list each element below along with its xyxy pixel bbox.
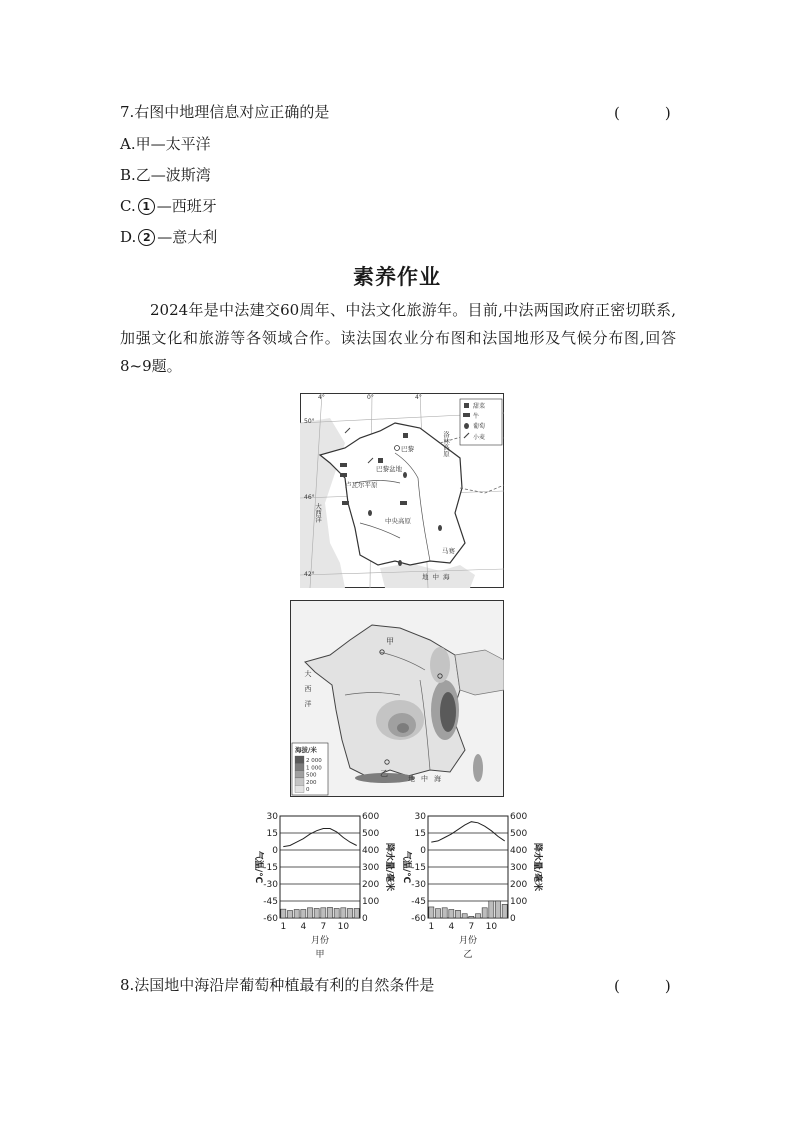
precipitation-bar [469,916,474,918]
chart-title: 甲 [315,950,325,960]
month-tick-label: 1 [280,922,287,932]
precipitation-bar [455,910,460,918]
precipitation-bar [301,910,306,919]
precip-tick-label: 0 [362,914,368,924]
month-tick-label: 1 [428,922,435,932]
option-c-prefix: C. [120,197,136,215]
month-tick-label: 10 [337,922,350,932]
q7-answer-paren: ( ) [614,104,671,122]
x-axis-label: 月份 [458,936,478,946]
temp-tick-label: -30 [263,880,278,890]
cattle-icon [342,501,349,505]
section-title: 素养作业 [353,265,441,289]
temp-tick-label: 30 [266,812,278,822]
temp-tick-label: -45 [411,897,426,907]
precip-tick-label: 0 [510,914,516,924]
precip-tick-label: 600 [362,812,380,822]
lon-label: 4° [415,394,422,401]
sugar-beet-icon [403,433,408,438]
precipitation-bar [482,908,487,918]
precipitation-bar [334,908,339,918]
precip-tick-label: 500 [362,829,380,839]
legend-label: 葡萄 [473,423,486,430]
precipitation-bar [354,908,359,918]
location-jia-label: 甲 [386,637,394,646]
precipitation-bar [449,910,454,919]
month-tick-label: 7 [468,922,475,932]
month-tick-label: 4 [300,922,307,932]
sea-label: 地中海 [422,573,454,581]
precipitation-bar [429,907,434,918]
place-label: 巴黎盆地 [376,465,402,473]
legend-label: 甜菜 [473,403,486,410]
location-yi-label: 乙 [380,769,388,778]
cattle-icon [340,473,347,477]
lon-label: 4° [318,394,325,401]
temp-tick-label: -45 [263,897,278,907]
precip-axis-label: 降水量/毫米 [384,842,394,892]
temp-tick-label: -15 [411,863,426,873]
precipitation-bar [435,909,440,918]
precipitation-bar [502,904,507,918]
grape-icon [398,560,402,566]
temp-tick-label: 15 [414,829,426,839]
x-axis-label: 月份 [310,936,330,946]
grape-icon [403,472,407,478]
temp-tick-label: 30 [414,812,426,822]
precip-tick-label: 200 [362,880,380,890]
precipitation-bar [321,908,326,918]
precip-tick-label: 300 [362,863,380,873]
elevation-swatch [295,778,304,785]
precip-tick-label: 600 [510,812,528,822]
precipitation-bar [287,911,292,918]
precipitation-bar [294,910,299,919]
temp-axis-label: 气温/℃ [401,850,411,884]
option-d-prefix: D. [120,228,137,246]
place-label: 洛林高原 [442,431,450,457]
option-d-text: —意大利 [157,228,218,246]
precip-tick-label: 400 [510,846,528,856]
temp-tick-label: -60 [263,914,278,924]
q7-stem: 7.右图中地理信息对应正确的是 [120,103,330,121]
elevation-legend-value: 1 000 [306,765,322,772]
cattle-icon [400,501,407,505]
precip-axis-label: 降水量/毫米 [532,842,542,892]
elevation-swatch [295,756,304,763]
precipitation-bar [281,909,286,918]
place-label: 中央高原 [385,517,411,525]
lat-label: 50° [304,418,315,425]
temp-tick-label: 0 [272,846,278,856]
precipitation-bar [489,901,494,918]
q7-option-a: A.甲—太平洋 [120,135,211,153]
cattle-icon [340,463,347,467]
sea-label: 大西洋 [304,670,312,715]
q7-option-d [120,227,217,247]
legend-label: 小麦 [473,434,486,441]
precipitation-bar [495,901,500,918]
month-tick-label: 10 [485,922,498,932]
temp-tick-label: -15 [263,863,278,873]
elevation-swatch [295,771,304,778]
month-tick-label: 7 [320,922,327,932]
temperature-line [283,829,356,847]
lon-label: 0° [367,394,374,401]
precipitation-bar [314,908,319,918]
circled-number-2: 2 [138,229,155,246]
sugar-beet-icon [378,458,383,463]
elevation-legend-value: 500 [306,772,317,779]
terrain-map [290,600,504,797]
q8-answer-paren: ( ) [614,977,671,995]
temp-tick-label: 0 [420,846,426,856]
place-label: 卢瓦尔平原 [345,481,378,489]
precipitation-bar [307,908,312,918]
lat-label: 46° [304,494,315,501]
precip-tick-label: 500 [510,829,528,839]
circled-number-1: 1 [138,198,155,215]
precipitation-bar [442,908,447,918]
precip-tick-label: 100 [510,897,528,907]
precipitation-bar [462,914,467,918]
temperature-line [431,822,504,842]
intro-paragraph: 2024年是中法建交60周年、中法文化旅游年。目前,中法两国政府正密切联系,加强文化和旅游等各领域合作。读法国农业分布图和法国地形及气候分布图,回答8~9题。 [120,301,676,375]
precip-tick-label: 200 [510,880,528,890]
climate-chart-jia [250,808,400,960]
option-c-text: —西班牙 [156,197,217,215]
sea-label: 大西洋 [314,503,322,523]
temp-axis-label: 气温/℃ [253,850,263,884]
temp-tick-label: 15 [266,829,278,839]
elevation-legend-value: 200 [306,779,317,786]
sea-label: 地中海 [408,775,447,783]
q7-option-c [120,196,217,216]
temp-tick-label: -30 [411,880,426,890]
precipitation-bar [341,908,346,918]
grape-icon [464,423,469,429]
elevation-swatch [295,763,304,770]
legend-label: 牛 [473,413,480,420]
temp-tick-label: -60 [411,914,426,924]
elevation-legend-value: 2 000 [306,758,322,764]
month-tick-label: 4 [448,922,455,932]
climate-chart-yi [398,808,548,960]
sugar-beet-icon [464,403,469,408]
place-label: 马赛 [442,547,455,555]
place-label: 巴黎 [401,445,414,453]
precip-tick-label: 400 [362,846,380,856]
q7-option-b: B.乙—波斯湾 [120,166,211,184]
elevation-legend-title: 海拔/米 [295,746,317,754]
chart-title: 乙 [463,950,473,960]
cattle-icon [463,413,470,417]
q8-stem: 8.法国地中海沿岸葡萄种植最有利的自然条件是 [120,976,435,994]
agriculture-map [300,393,504,588]
elevation-legend-value: 0 [306,787,310,794]
precipitation-bar [327,907,332,918]
precipitation-bar [347,908,352,918]
grape-icon [438,525,442,531]
precip-tick-label: 300 [510,863,528,873]
grape-icon [368,510,372,516]
precip-tick-label: 100 [362,897,380,907]
lat-label: 42° [304,571,315,578]
elevation-swatch [295,785,304,792]
precipitation-bar [475,914,480,918]
